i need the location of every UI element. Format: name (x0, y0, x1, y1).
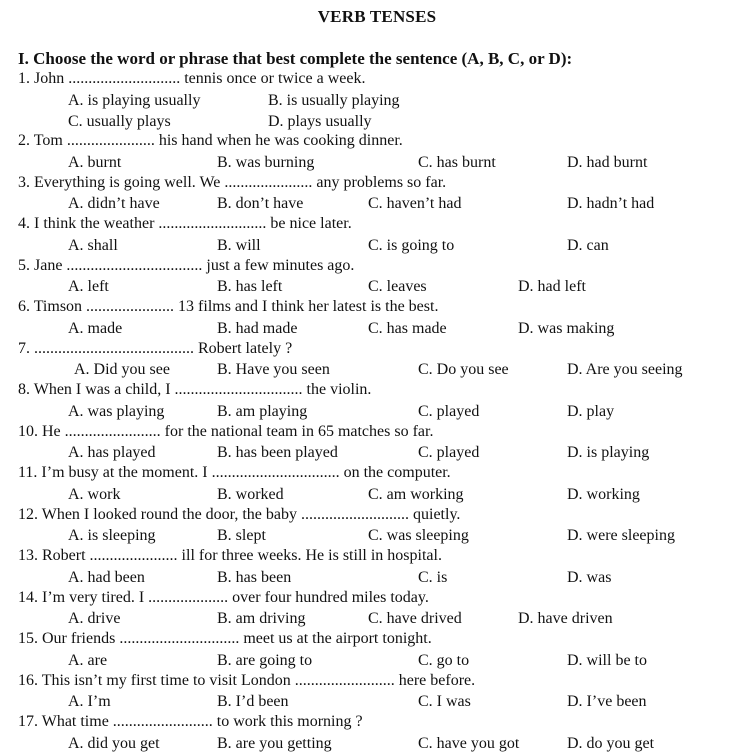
question-stem: 6. Timson ...................... 13 films and I think her latest is the best. (18, 298, 439, 315)
options (18, 442, 748, 463)
option-d: D. will be to (567, 651, 647, 669)
option-c: C. am working (368, 485, 464, 503)
question-17 (18, 712, 748, 754)
question-stem: 8. When I was a child, I ................................ the violin. (18, 381, 372, 398)
option-d: D. were sleeping (567, 527, 675, 544)
option-b: B. is usually playing (268, 91, 400, 109)
question-11 (18, 463, 748, 505)
option-a: A. I’m (68, 693, 111, 710)
options (18, 650, 748, 671)
question-stem: 5. Jane .................................. just a few minutes ago. (18, 256, 355, 274)
question-stem: 14. I’m very tired. I .................... over four hundred miles today. (18, 588, 429, 606)
question-stem: 10. He ........................ for the national team in 65 matches so far. (18, 422, 434, 440)
option-b: B. has been played (217, 444, 338, 461)
option-d: D. is playing (567, 444, 650, 461)
question-stem: 1. John ............................ tennis once or twice a week. (18, 70, 366, 87)
option-c: C. played (418, 402, 480, 420)
options (18, 235, 748, 256)
options (18, 525, 748, 546)
question-1 (18, 69, 748, 131)
option-b: B. am driving (217, 610, 306, 627)
options (18, 318, 748, 339)
option-a: A. had been (68, 568, 145, 586)
option-c: C. usually plays (68, 112, 171, 130)
question-5 (18, 256, 748, 298)
option-b: B. don’t have (217, 195, 304, 212)
option-d: D. had burnt (567, 153, 648, 171)
question-stem: 3. Everything is going well. We ...................... any problems so far. (18, 173, 447, 191)
question-stem: 12. When I looked round the door, the baby ........................... quietly. (18, 505, 461, 523)
question-stem: 16. This isn’t my first time to visit London ......................... here before. (18, 671, 476, 689)
option-b: B. has left (217, 278, 283, 295)
options (18, 359, 748, 380)
option-a: A. are (68, 651, 108, 669)
options (18, 484, 748, 505)
option-d: D. can (567, 236, 609, 254)
option-a: A. Did you see (74, 361, 170, 378)
options (18, 193, 748, 214)
question-4 (18, 214, 748, 256)
question-12 (18, 505, 748, 547)
option-d: D. working (567, 485, 640, 503)
question-3 (18, 173, 748, 215)
option-b: B. will (217, 236, 261, 254)
options (18, 276, 748, 297)
option-b: B. was burning (217, 153, 315, 171)
option-d: D. had left (518, 278, 586, 295)
option-a: A. was playing (68, 402, 165, 420)
question-7 (18, 339, 748, 381)
option-b: B. had made (217, 319, 298, 337)
option-c: C. is (418, 568, 448, 586)
option-b: B. are going to (217, 651, 313, 669)
option-b: B. Have you seen (217, 361, 330, 378)
option-a: A. burnt (68, 153, 122, 171)
question-stem: 2. Tom ...................... his hand when he was cooking dinner. (18, 132, 403, 149)
options (18, 401, 748, 422)
question-8 (18, 380, 748, 422)
option-c: C. have you got (418, 734, 520, 752)
option-d: D. have driven (518, 610, 613, 627)
question-stem: 13. Robert ...................... ill for three weeks. He is still in hospital. (18, 547, 442, 564)
option-c: C. has made (368, 319, 447, 337)
option-d: D. play (567, 402, 615, 420)
option-d: D. was making (518, 319, 615, 337)
option-a: A. did you get (68, 734, 160, 752)
options (18, 733, 748, 754)
option-d: D. plays usually (268, 112, 372, 130)
option-d: D. was (567, 568, 612, 586)
question-16 (18, 671, 748, 713)
option-b: B. am playing (217, 402, 308, 420)
option-c: C. Do you see (418, 361, 509, 378)
question-6 (18, 297, 748, 339)
question-list (18, 69, 748, 754)
option-d: D. do you get (567, 734, 655, 752)
option-c: C. is going to (368, 236, 455, 254)
option-c: C. haven’t had (368, 195, 462, 212)
option-d: D. hadn’t had (567, 195, 655, 212)
option-a: A. is sleeping (68, 527, 156, 544)
option-a: A. shall (68, 236, 118, 254)
question-stem: 15. Our friends .............................. meet us at the airport tonight. (18, 630, 432, 647)
page-title: VERB TENSES (317, 7, 437, 26)
option-c: C. go to (418, 651, 470, 669)
option-c: C. leaves (368, 278, 427, 295)
option-b: B. worked (217, 485, 284, 503)
option-b: B. I’d been (217, 693, 289, 710)
question-13 (18, 546, 748, 588)
option-b: B. slept (217, 527, 266, 544)
options (18, 691, 748, 712)
option-c: C. have drived (368, 610, 462, 627)
options (18, 608, 748, 629)
option-d: D. Are you seeing (567, 361, 683, 378)
option-b: B. has been (217, 568, 292, 586)
option-a: A. left (68, 278, 109, 295)
option-c: C. was sleeping (368, 527, 469, 544)
question-10 (18, 422, 748, 464)
option-a: A. made (68, 319, 123, 337)
option-a: A. drive (68, 610, 121, 627)
option-d: D. I’ve been (567, 693, 647, 710)
section-instruction: I. Choose the word or phrase that best complete the sentence (A, B, C, or D): (18, 49, 573, 68)
question-2 (18, 131, 748, 173)
option-a: A. has played (68, 444, 156, 461)
question-15 (18, 629, 748, 671)
options (18, 567, 748, 588)
question-stem: 11. I’m busy at the moment. I ................................ on the computer. (18, 464, 451, 481)
options (18, 152, 748, 173)
option-c: C. has burnt (418, 153, 496, 171)
option-a: A. is playing usually (68, 91, 201, 109)
option-a: A. work (68, 485, 121, 503)
option-b: B. are you getting (217, 734, 332, 752)
question-stem: 4. I think the weather ........................... be nice later. (18, 215, 352, 232)
option-c: C. played (418, 444, 480, 461)
option-a: A. didn’t have (68, 195, 160, 212)
option-c: C. I was (418, 693, 471, 710)
question-14 (18, 588, 748, 630)
options (18, 90, 748, 132)
question-stem: 17. What time ......................... to work this morning ? (18, 713, 363, 730)
question-stem: 7. ........................................ Robert lately ? (18, 339, 293, 357)
